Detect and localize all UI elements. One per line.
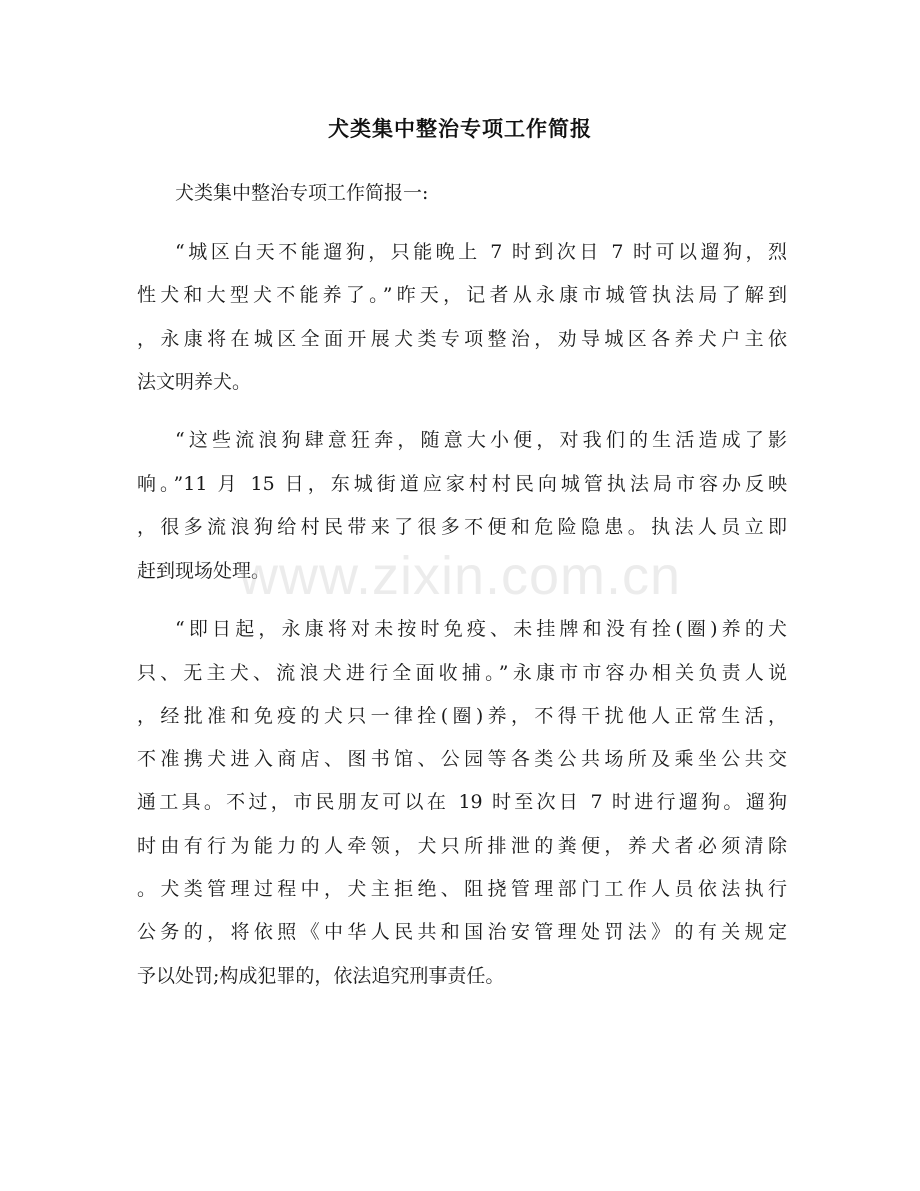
paragraph-1-line-1: “城区白天不能遛狗，只能晚上 7 时到次日 7 时可以遛狗，烈: [175, 241, 787, 263]
paragraph-3-line-2: 只、无主犬、流浪犬进行全面收捕。”永康市市容办相关负责人说: [137, 662, 787, 684]
paragraph-2-line-4: 赶到现场处理。: [137, 560, 271, 582]
paragraph-3-line-1: “即日起，永康将对未按时免疫、未挂牌和没有拴(圈)养的犬: [175, 618, 787, 640]
subtitle-line: 犬类集中整治专项工作简报一:: [175, 182, 429, 204]
paragraph-3-line-4: 不准携犬进入商店、图书馆、公园等各类公共场所及乘坐公共交: [137, 748, 787, 770]
watermark-text: www.zixin.com.cn: [238, 546, 682, 606]
paragraph-1-line-3: ，永康将在城区全面开展犬类专项整治，劝导城区各养犬户主依: [137, 328, 787, 350]
document-title: 犬类集中整治专项工作简报: [328, 117, 592, 141]
paragraph-3-line-8: 公务的，将依照《中华人民共和国治安管理处罚法》的有关规定: [137, 921, 787, 943]
paragraph-2-line-2: 响。”11 月 15 日，东城街道应家村村民向城管执法局市容办反映: [137, 473, 787, 495]
paragraph-3-line-9: 予以处罚;构成犯罪的，依法追究刑事责任。: [137, 965, 505, 987]
paragraph-3-line-7: 。犬类管理过程中，犬主拒绝、阻挠管理部门工作人员依法执行: [137, 878, 787, 900]
paragraph-3-line-3: ，经批准和免疫的犬只一律拴(圈)养，不得干扰他人正常生活，: [137, 705, 787, 727]
paragraph-1-line-4: 法文明养犬。: [137, 371, 252, 393]
paragraph-3-line-5: 通工具。不过，市民朋友可以在 19 时至次日 7 时进行遛狗。遛狗: [137, 791, 787, 813]
paragraph-1-line-2: 性犬和大型犬不能养了。”昨天，记者从永康市城管执法局了解到: [137, 284, 787, 306]
paragraph-2-line-3: ，很多流浪狗给村民带来了很多不便和危险隐患。执法人员立即: [137, 516, 787, 538]
paragraph-3-line-6: 时由有行为能力的人牵领，犬只所排泄的粪便，养犬者必须清除: [137, 835, 787, 857]
paragraph-2-line-1: “这些流浪狗肆意狂奔，随意大小便，对我们的生活造成了影: [175, 429, 787, 451]
